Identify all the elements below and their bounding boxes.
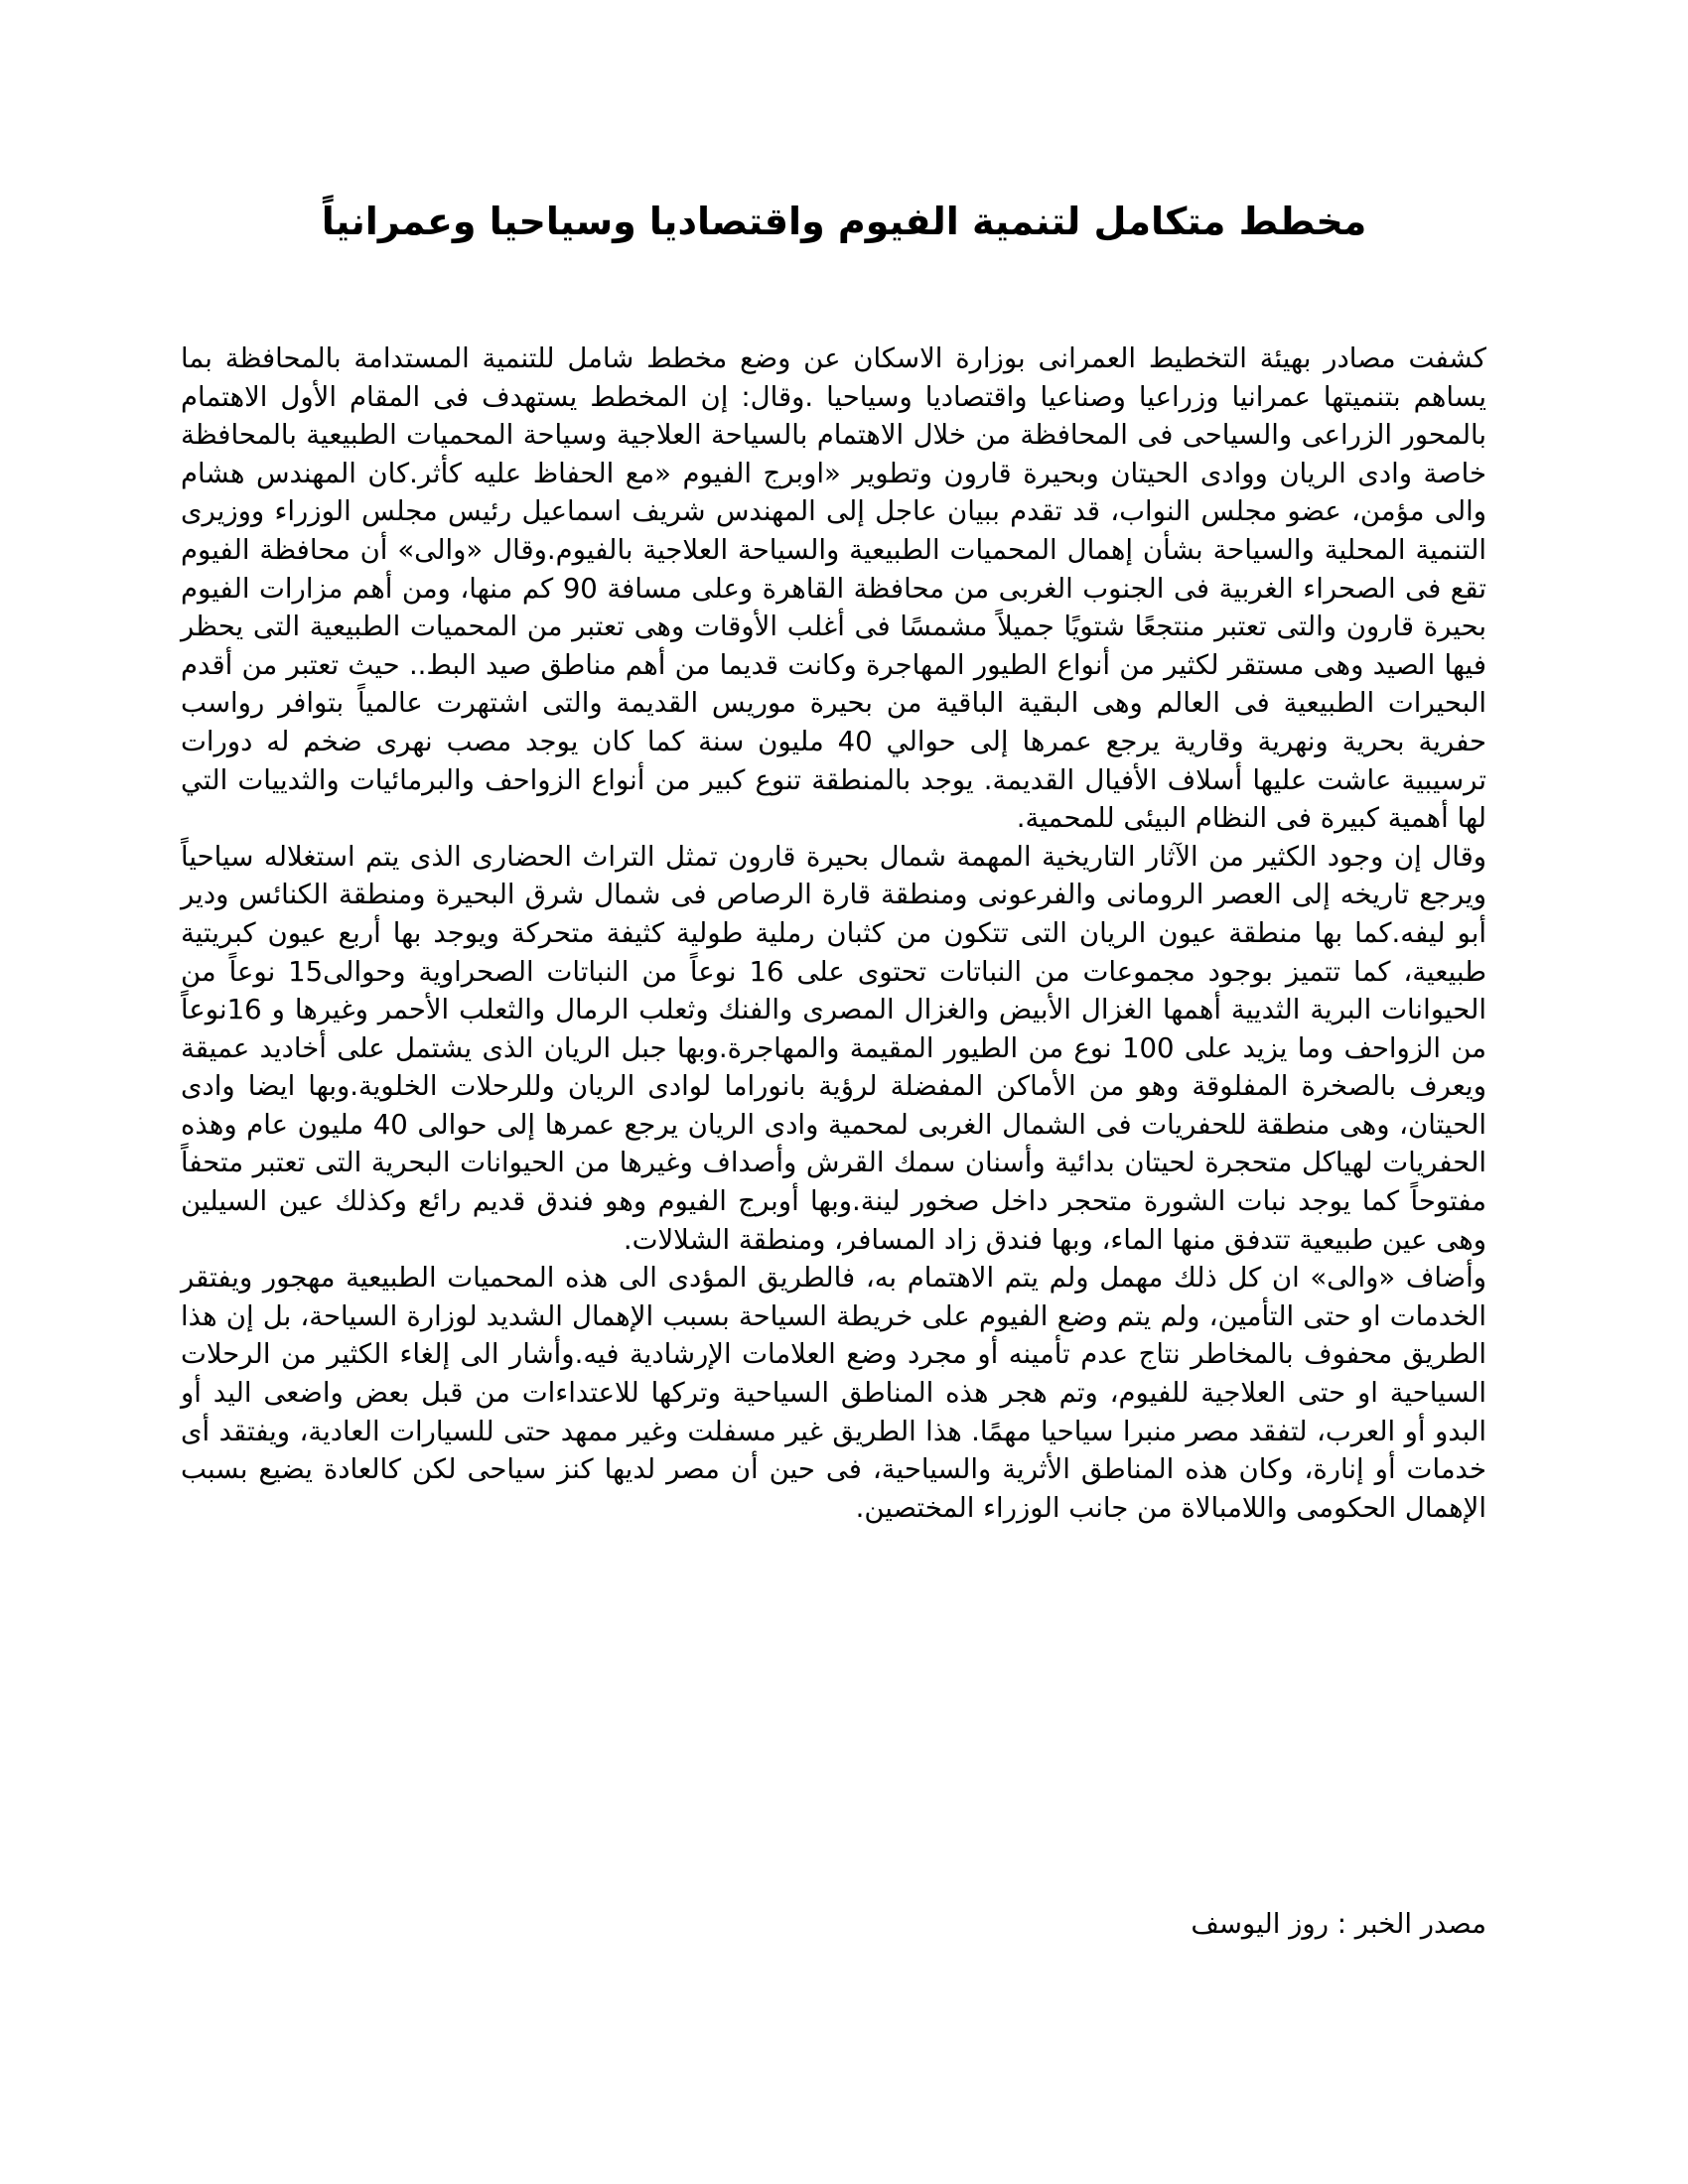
news-source-line: مصدر الخبر : روز اليوسف [1191,1908,1486,1940]
paragraph-2: وقال إن وجود الكثير من الآثار التاريخية المهمة شمال بحيرة قارون تمثل التراث الحضارى الذى يتم استغلاله سياحياً ويرجع تاريخه إلى العصر الرومانى والفرعونى ومنطقة قارة الرصاص فى شمال شرق البحيرة ومنطقة الكنائس ودير أبو ليفه.كما بها منطقة عيون الريان التى تتكون من كثبان رملية طولية كثيفة متحركة ويوجد بها أربع عيون كبريتية طبيعية، كما تتميز بوجود مجموعات من النباتات تحتوى على 16 نوعاً من النباتات الصحراوية وحوالى15 نوعاً من الحيوانات البرية الثديية أهمها الغزال الأبيض والغزال المصرى والفنك وثعلب الرمال والثعلب الأحمر وغيرها و 16نوعاً من الزواحف وما يزيد على 100 نوع من الطيور المقيمة والمهاجرة.وبها جبل الريان الذى يشتمل على أخاديد عميقة ويعرف بالصخرة المفلوقة وهو من الأماكن المفضلة لرؤية بانوراما لوادى الريان وللرحلات الخلوية.وبها ايضا وادى الحيتان، وهى منطقة للحفريات فى الشمال الغربى لمحمية وادى الريان يرجع عمرها إلى حوالى 40 مليون عام وهذه الحفريات لهياكل متحجرة لحيتان بدائية وأسنان سمك القرش وأصداف وغيرها من الحيوانات البحرية التى تعتبر متحفاً مفتوحاً كما يوجد نبات الشورة متحجر داخل صخور لينة.وبها أوبرج الفيوم وهو فندق قديم رائع وكذلك عين السيلين وهى عين طبيعية تتدفق منها الماء، وبها فندق زاد المسافر، ومنطقة الشلالات. [181,840,1487,1256]
article-body [181,340,1486,1527]
paragraph-1: كشفت مصادر بهيئة التخطيط العمرانى بوزارة الاسكان عن وضع مخطط شامل للتنمية المستدامة بالمحافظة بما يساهم بتنميتها عمرانيا وزراعيا وصناعيا واقتصاديا وسياحيا .وقال: إن المخطط يستهدف فى المقام الأول الاهتمام بالمحور الزراعى والسياحى فى المحافظة من خلال الاهتمام بالسياحة العلاجية وسياحة المحميات الطبيعية بالمحافظة خاصة وادى الريان ووادى الحيتان وبحيرة قارون وتطوير «اوبرج الفيوم «مع الحفاظ عليه كأثر.كان المهندس هشام والى مؤمن، عضو مجلس النواب، قد تقدم ببيان عاجل إلى المهندس شريف اسماعيل رئيس مجلس الوزراء ووزيرى التنمية المحلية والسياحة بشأن إهمال المحميات الطبيعية والسياحة العلاجية بالفيوم.وقال «والى» أن محافظة الفيوم تقع فى الصحراء الغربية فى الجنوب الغربى من محافظة القاهرة وعلى مسافة 90 كم منها، ومن أهم مزارات الفيوم بحيرة قارون والتى تعتبر منتجعًا شتويًا جميلاً مشمسًا فى أغلب الأوقات وهى تعتبر من المحميات الطبيعية التى يحظر فيها الصيد وهى مستقر لكثير من أنواع الطيور المهاجرة وكانت قديما من أهم مناطق صيد البط.. حيث تعتبر من أقدم البحيرات الطبيعية فى العالم وهى البقية الباقية من بحيرة موريس القديمة والتى اشتهرت عالمياً بتوافر رواسب حفرية بحرية ونهرية وقارية يرجع عمرها إلى حوالي 40 مليون سنة كما كان يوجد مصب نهرى ضخم له دورات ترسيبية عاشت عليها أسلاف الأفيال القديمة. يوجد بالمنطقة تنوع كبير من أنواع الزواحف والبرمائيات والثدييات التي لها أهمية كبيرة فى النظام البيئى للمحمية. [181,342,1486,835]
paragraph-3: وأضاف «والى» ان كل ذلك مهمل ولم يتم الاهتمام به، فالطريق المؤدى الى هذه المحميات الطبيعية مهجور ويفتقر الخدمات او حتى التأمين، ولم يتم وضع الفيوم على خريطة السياحة بسبب الإهمال الشديد لوزارة السياحة، بل إن هذا الطريق محفوف بالمخاطر نتاج عدم تأمينه أو مجرد وضع العلامات الإرشادية فيه.وأشار الى إلغاء الكثير من الرحلات السياحية او حتى العلاجية للفيوم، وتم هجر هذه المناطق السياحية وتركها للاعتداءات من قبل بعض واضعى اليد أو البدو أو العرب، لتفقد مصر منبرا سياحيا مهمًا. هذا الطريق غير مسفلت وغير ممهد حتى للسيارات العادية، ويفتقد أى خدمات أو إنارة، وكان هذه المناطق الأثرية والسياحية، فى حين أن مصر لديها كنز سياحى لكن كالعادة يضيع بسبب الإهمال الحكومى واللامبالاة من جانب الوزراء المختصين. [181,1262,1486,1524]
article-title: مخطط متكامل لتنمية الفيوم واقتصاديا وسياحيا وعمرانياً [321,200,1367,243]
